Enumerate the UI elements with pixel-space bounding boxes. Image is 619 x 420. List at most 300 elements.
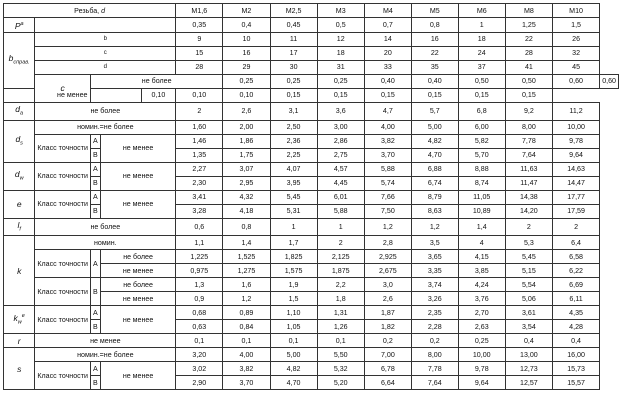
- value-cell: 6,11: [552, 292, 599, 306]
- param-symbol: d: [14, 168, 20, 179]
- value-cell: 3,82: [223, 362, 270, 376]
- value-cell: 1: [270, 218, 317, 236]
- value-cell: 14,38: [505, 190, 552, 204]
- value-cell: 6,00: [458, 120, 505, 134]
- value-cell: 0,89: [223, 306, 270, 320]
- value-cell: 0,10: [141, 88, 176, 102]
- label-ne_bolee: не более: [100, 278, 175, 292]
- value-cell: 20: [364, 46, 411, 60]
- value-cell: 2: [176, 102, 223, 120]
- value-cell: 10,00: [458, 348, 505, 362]
- value-cell: 4,32: [223, 190, 270, 204]
- value-cell: 14,20: [505, 204, 552, 218]
- value-cell: 3,02: [176, 362, 223, 376]
- param-symbol: d: [15, 103, 21, 114]
- value-cell: 8,79: [411, 190, 458, 204]
- value-cell: 1,26: [317, 320, 364, 334]
- grade-b: B: [90, 376, 100, 390]
- value-cell: 11: [270, 32, 317, 46]
- value-cell: 1,2: [411, 218, 458, 236]
- value-cell: 0,2: [411, 334, 458, 348]
- size-header: M2: [223, 4, 270, 18]
- size-header: M10: [552, 4, 599, 18]
- value-cell: 1,275: [223, 264, 270, 278]
- value-cell: 3,61: [505, 306, 552, 320]
- grade-a: A: [90, 134, 100, 148]
- value-cell: 7,78: [505, 134, 552, 148]
- value-cell: 11,05: [458, 190, 505, 204]
- value-cell: 6,64: [364, 376, 411, 390]
- value-cell: 4,18: [223, 204, 270, 218]
- value-cell: 35: [411, 60, 458, 74]
- label-ne_bolee: не более: [90, 74, 222, 88]
- value-cell: 3,00: [317, 120, 364, 134]
- value-cell: 6,58: [552, 250, 599, 264]
- table-row: [4, 148, 619, 162]
- size-header: M8: [505, 4, 552, 18]
- value-cell: 0,15: [505, 88, 552, 102]
- table-row: [4, 348, 619, 362]
- value-cell: 2,50: [270, 120, 317, 134]
- value-cell: 11,63: [505, 162, 552, 176]
- table-row: [4, 204, 619, 218]
- param-superscript: e: [21, 313, 25, 320]
- value-cell: 3,6: [317, 102, 364, 120]
- value-cell: 5,31: [270, 204, 317, 218]
- value-cell: 1,8: [317, 292, 364, 306]
- table-row: [4, 60, 619, 74]
- param-subscript: a: [20, 110, 24, 117]
- param-ds: [4, 120, 35, 162]
- table-row: [4, 236, 619, 250]
- value-cell: 5,45: [505, 250, 552, 264]
- table-row: [4, 102, 619, 120]
- value-cell: 3,0: [364, 278, 411, 292]
- value-cell: 17: [270, 46, 317, 60]
- param-symbol: P: [14, 20, 21, 31]
- value-cell: 15,73: [552, 362, 599, 376]
- table-row: [4, 362, 619, 376]
- value-cell: 0,4: [505, 334, 552, 348]
- value-cell: 28: [505, 46, 552, 60]
- value-cell: 0,15: [270, 88, 317, 102]
- grade-a: A: [90, 190, 100, 204]
- table-row: [4, 18, 619, 33]
- value-cell: 2,675: [364, 264, 411, 278]
- label-nomin: номин.: [35, 236, 176, 250]
- value-cell: 6,88: [411, 162, 458, 176]
- value-cell: 2,70: [458, 306, 505, 320]
- param-symbol: k: [17, 265, 22, 276]
- value-cell: 3,85: [458, 264, 505, 278]
- value-cell: 4,15: [458, 250, 505, 264]
- value-cell: 1,1: [176, 236, 223, 250]
- value-cell: 8,74: [458, 176, 505, 190]
- value-cell: 4,28: [552, 320, 599, 334]
- label-ne_bolee: не более: [35, 102, 176, 120]
- value-cell: 5,88: [364, 162, 411, 176]
- value-cell: 1,575: [270, 264, 317, 278]
- value-cell: 1,5: [552, 18, 599, 33]
- value-cell: 4,07: [270, 162, 317, 176]
- value-cell: 1,3: [176, 278, 223, 292]
- value-cell: 28: [176, 60, 223, 74]
- value-cell: 1,46: [176, 134, 223, 148]
- value-cell: 2,28: [411, 320, 458, 334]
- value-cell: 5,7: [411, 102, 458, 120]
- value-cell: 0,15: [411, 88, 458, 102]
- value-cell: 3,28: [176, 204, 223, 218]
- value-cell: 6,01: [317, 190, 364, 204]
- value-cell: 1,9: [270, 278, 317, 292]
- value-cell: 10,89: [458, 204, 505, 218]
- value-cell: 2,27: [176, 162, 223, 176]
- value-cell: 0,45: [270, 18, 317, 33]
- table-row: [4, 306, 619, 320]
- value-cell: 2: [317, 236, 364, 250]
- value-cell: 5,20: [317, 376, 364, 390]
- label-ne_menee: не менее: [100, 264, 175, 278]
- value-cell: 5,50: [317, 348, 364, 362]
- table-row: [4, 250, 619, 264]
- value-cell: 1,60: [176, 120, 223, 134]
- label-ne_menee: не менее: [100, 306, 175, 334]
- value-cell: 33: [364, 60, 411, 74]
- value-cell: 1,31: [317, 306, 364, 320]
- header-row: [4, 4, 619, 18]
- value-cell: 9,64: [458, 376, 505, 390]
- size-header: M2,5: [270, 4, 317, 18]
- value-cell: 0,1: [317, 334, 364, 348]
- value-cell: 1,86: [223, 134, 270, 148]
- label-ne_menee: не менее: [100, 162, 175, 190]
- value-cell: 7,64: [505, 148, 552, 162]
- value-cell: 5,3: [505, 236, 552, 250]
- value-cell: 10,00: [552, 120, 599, 134]
- value-cell: 2,30: [176, 176, 223, 190]
- value-cell: 2,95: [223, 176, 270, 190]
- value-cell: 4,82: [270, 362, 317, 376]
- value-cell: 0,8: [223, 218, 270, 236]
- value-cell: 3,26: [411, 292, 458, 306]
- value-cell: 3,65: [411, 250, 458, 264]
- value-cell: 14,47: [552, 176, 599, 190]
- value-cell: 41: [505, 60, 552, 74]
- value-cell: 1,825: [270, 250, 317, 264]
- param-P: [4, 18, 35, 33]
- value-cell: 30: [270, 60, 317, 74]
- value-cell: 10: [223, 32, 270, 46]
- value-cell: 7,64: [411, 376, 458, 390]
- value-cell: 11,47: [505, 176, 552, 190]
- value-cell: 1,6: [223, 278, 270, 292]
- value-cell: 16: [223, 46, 270, 60]
- size-header: M5: [411, 4, 458, 18]
- value-cell: 26: [552, 32, 599, 46]
- param-subscript: s: [20, 140, 23, 147]
- table-row: [4, 162, 619, 176]
- value-cell: 6,4: [552, 236, 599, 250]
- value-cell: 3,07: [223, 162, 270, 176]
- value-cell: 22: [505, 32, 552, 46]
- grade-b: B: [90, 320, 100, 334]
- value-cell: 0,10: [223, 88, 270, 102]
- value-cell: 0,35: [176, 18, 223, 33]
- value-cell: 0,4: [552, 334, 599, 348]
- value-cell: 17,59: [552, 204, 599, 218]
- value-cell: 5,32: [317, 362, 364, 376]
- value-cell: 1,525: [223, 250, 270, 264]
- label-sub-c: c: [35, 46, 176, 60]
- size-header: M1,6: [176, 4, 223, 18]
- value-cell: 5,54: [505, 278, 552, 292]
- grade-a: A: [90, 250, 100, 278]
- param-symbol: k: [13, 313, 18, 324]
- value-cell: 14: [364, 32, 411, 46]
- value-cell: 1: [317, 218, 364, 236]
- value-cell: 4,45: [317, 176, 364, 190]
- value-cell: 3,82: [364, 134, 411, 148]
- value-cell: 2,35: [411, 306, 458, 320]
- value-cell: 0,40: [411, 74, 458, 88]
- param-e: [4, 190, 35, 218]
- value-cell: 3,74: [411, 278, 458, 292]
- grade-a: A: [90, 162, 100, 176]
- table-row: [4, 376, 619, 390]
- value-cell: 45: [552, 60, 599, 74]
- value-cell: 8,63: [411, 204, 458, 218]
- class-label: Класс точности: [35, 362, 91, 390]
- value-cell: 18: [458, 32, 505, 46]
- value-cell: 1: [458, 18, 505, 33]
- grade-b: B: [90, 176, 100, 190]
- value-cell: 2,86: [317, 134, 364, 148]
- value-cell: 5,70: [458, 148, 505, 162]
- value-cell: 4,00: [223, 348, 270, 362]
- value-cell: 3,76: [458, 292, 505, 306]
- value-cell: 0,84: [223, 320, 270, 334]
- value-cell: 5,45: [270, 190, 317, 204]
- value-cell: 2,6: [223, 102, 270, 120]
- grade-a: A: [90, 306, 100, 320]
- value-cell: 12: [317, 32, 364, 46]
- class-label: Класс точности: [35, 190, 91, 218]
- value-cell: 9,2: [505, 102, 552, 120]
- value-cell: 0,1: [176, 334, 223, 348]
- table-row: [4, 320, 619, 334]
- value-cell: 0,2: [364, 334, 411, 348]
- value-cell: 16,00: [552, 348, 599, 362]
- value-cell: 5,74: [364, 176, 411, 190]
- value-cell: 0,7: [364, 18, 411, 33]
- value-cell: 9,78: [552, 134, 599, 148]
- size-header: M4: [364, 4, 411, 18]
- param-r: [4, 334, 35, 348]
- value-cell: 5,00: [411, 120, 458, 134]
- value-cell: 8,00: [411, 348, 458, 362]
- size-header: M6: [458, 4, 505, 18]
- value-cell: 5,00: [270, 348, 317, 362]
- value-cell: 3,20: [176, 348, 223, 362]
- value-cell: 2,2: [317, 278, 364, 292]
- param-kw: [4, 306, 35, 334]
- param-subscript: справ.: [13, 59, 30, 66]
- value-cell: 13,00: [505, 348, 552, 362]
- value-cell: 2,36: [270, 134, 317, 148]
- value-cell: 2,8: [364, 236, 411, 250]
- value-cell: 4,00: [364, 120, 411, 134]
- value-cell: 29: [223, 60, 270, 74]
- value-cell: 1,225: [176, 250, 223, 264]
- value-cell: 1,82: [364, 320, 411, 334]
- value-cell: 31: [317, 60, 364, 74]
- value-cell: 15: [176, 46, 223, 60]
- class-label: Класс точности: [35, 162, 91, 190]
- value-cell: 3,41: [176, 190, 223, 204]
- value-cell: 12,57: [505, 376, 552, 390]
- value-cell: 5,15: [505, 264, 552, 278]
- value-cell: 2: [505, 218, 552, 236]
- value-cell: 0,8: [411, 18, 458, 33]
- value-cell: 1,4: [458, 218, 505, 236]
- class-label: Класс точности: [35, 134, 91, 162]
- param-dw: [4, 162, 35, 190]
- value-cell: 6,69: [552, 278, 599, 292]
- value-cell: 22: [411, 46, 458, 60]
- value-cell: 0,1: [223, 334, 270, 348]
- value-cell: 1,875: [317, 264, 364, 278]
- param-superscript: a: [20, 21, 24, 27]
- value-cell: 0,25: [223, 74, 270, 88]
- value-cell: 9: [176, 32, 223, 46]
- label-ne_menee: не менее: [4, 88, 142, 102]
- value-cell: 4,7: [364, 102, 411, 120]
- value-cell: 1,2: [223, 292, 270, 306]
- value-cell: 16: [411, 32, 458, 46]
- value-cell: 11,2: [552, 102, 599, 120]
- value-cell: 0,25: [270, 74, 317, 88]
- value-cell: 6,78: [364, 362, 411, 376]
- value-cell: 2,125: [317, 250, 364, 264]
- value-cell: 7,66: [364, 190, 411, 204]
- table-row: [4, 88, 619, 102]
- value-cell: 7,50: [364, 204, 411, 218]
- value-cell: 1,2: [364, 218, 411, 236]
- label-ne_menee: не менее: [100, 292, 175, 306]
- value-cell: 7,78: [411, 362, 458, 376]
- value-cell: 0,25: [317, 74, 364, 88]
- value-cell: 0,5: [317, 18, 364, 33]
- table-row: [4, 278, 619, 292]
- value-cell: 3,95: [270, 176, 317, 190]
- value-cell: 0,9: [176, 292, 223, 306]
- value-cell: 4,24: [458, 278, 505, 292]
- value-cell: 0,60: [552, 74, 599, 88]
- label-sub-b: b: [35, 32, 176, 46]
- label-ne_bolee: не более: [35, 218, 176, 236]
- param-subscript: f: [19, 226, 21, 233]
- value-cell: 3,54: [505, 320, 552, 334]
- value-cell: 3,1: [270, 102, 317, 120]
- value-cell: 8,00: [505, 120, 552, 134]
- value-cell: 2,75: [317, 148, 364, 162]
- grade-b: B: [90, 204, 100, 218]
- value-cell: 1,75: [223, 148, 270, 162]
- value-cell: 4,82: [411, 134, 458, 148]
- table-row: [4, 176, 619, 190]
- value-cell: 4,70: [270, 376, 317, 390]
- value-cell: 0,1: [270, 334, 317, 348]
- param-b: [4, 32, 35, 88]
- dimensions-table: [3, 3, 619, 390]
- value-cell: 37: [458, 60, 505, 74]
- value-cell: 0,25: [458, 334, 505, 348]
- param-subscript: w: [19, 175, 24, 182]
- value-cell: 1,7: [270, 236, 317, 250]
- param-symbol: b: [8, 52, 14, 63]
- value-cell: 2,25: [270, 148, 317, 162]
- table-row: [4, 32, 619, 46]
- table-row: [4, 218, 619, 236]
- param-symbol: l: [17, 219, 20, 230]
- value-cell: 0,68: [176, 306, 223, 320]
- value-cell: 0,10: [176, 88, 223, 102]
- value-cell: 1,35: [176, 148, 223, 162]
- value-cell: 6,8: [458, 102, 505, 120]
- value-cell: 3,70: [364, 148, 411, 162]
- value-cell: 0,4: [223, 18, 270, 33]
- value-cell: 0,15: [317, 88, 364, 102]
- label-nomin_ne_bolee: номин.=не более: [35, 120, 176, 134]
- label-ne_menee: не менее: [100, 362, 175, 390]
- size-header: M3: [317, 4, 364, 18]
- value-cell: 1,5: [270, 292, 317, 306]
- value-cell: 0,50: [505, 74, 552, 88]
- value-cell: 0,60: [600, 74, 619, 88]
- value-cell: 2: [552, 218, 599, 236]
- param-symbol: r: [17, 335, 21, 346]
- value-cell: 9,78: [458, 362, 505, 376]
- value-cell: 18: [317, 46, 364, 60]
- value-cell: 0,50: [458, 74, 505, 88]
- value-cell: 6,74: [411, 176, 458, 190]
- param-k: [4, 236, 35, 306]
- thread-header: [4, 4, 176, 18]
- table-row: [4, 334, 619, 348]
- value-cell: 8,88: [458, 162, 505, 176]
- value-cell: 4: [458, 236, 505, 250]
- value-cell: 0,40: [364, 74, 411, 88]
- value-cell: 0,6: [176, 218, 223, 236]
- value-cell: 3,35: [411, 264, 458, 278]
- label-ne_menee: не менее: [35, 334, 176, 348]
- table-row: [4, 134, 619, 148]
- param-da: [4, 102, 35, 120]
- table-row: [4, 46, 619, 60]
- value-cell: 0,975: [176, 264, 223, 278]
- table-row: [4, 190, 619, 204]
- value-cell: 0,63: [176, 320, 223, 334]
- empty-cell: [35, 18, 176, 33]
- thread-label: Резьба,: [74, 6, 102, 15]
- param-symbol: e: [16, 199, 22, 210]
- value-cell: 12,73: [505, 362, 552, 376]
- value-cell: 6,22: [552, 264, 599, 278]
- table-row: [4, 74, 619, 88]
- value-cell: 3,5: [411, 236, 458, 250]
- grade-b: B: [90, 148, 100, 162]
- value-cell: 0,15: [364, 88, 411, 102]
